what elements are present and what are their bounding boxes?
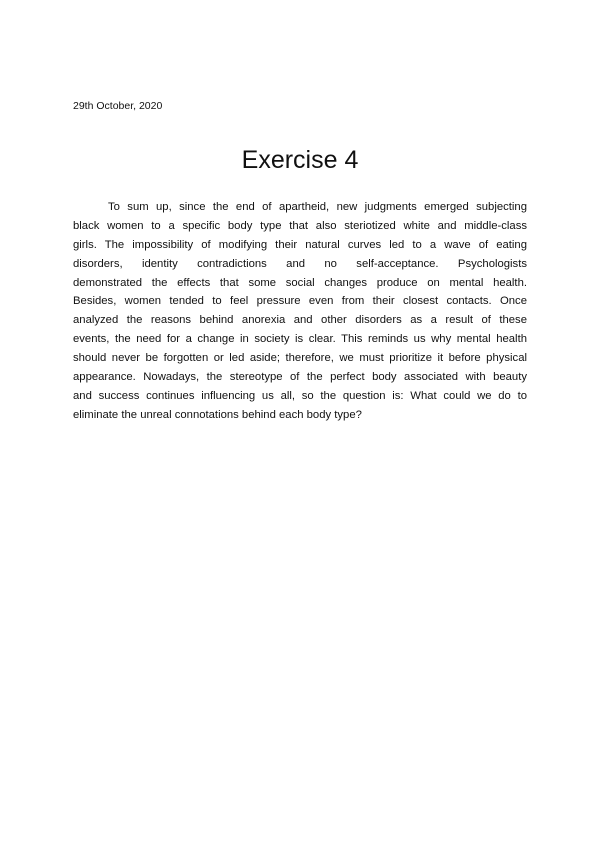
paragraph-line: eliminate the unreal connotations behind each body type?: [73, 408, 362, 421]
paragraph-line: disorders, identity contradictions and no self-acceptance. Psychologists: [73, 257, 527, 270]
document-title: Exercise 4: [241, 146, 359, 174]
paragraph-line: appearance. Nowadays, the stereotype of the perfect body associated with beauty: [73, 371, 527, 384]
paragraph-line: To sum up, since the end of apartheid, new judgments emerged subjecting: [108, 201, 527, 213]
body-paragraph: [73, 198, 527, 425]
paragraph-line: demonstrated the effects that some social changes produce on mental health.: [73, 276, 527, 289]
paragraph-line: analyzed the reasons behind anorexia and other disorders as a result of these: [73, 314, 527, 327]
paragraph-line: and success continues influencing us all, so the question is: What could we do to: [73, 389, 527, 402]
paragraph-line: Besides, women tended to feel pressure even from their closest contacts. Once: [73, 295, 527, 308]
document-date: 29th October, 2020: [73, 100, 163, 112]
paragraph-line: girls. The impossibility of modifying their natural curves led to a wave of eating: [73, 238, 527, 251]
paragraph-line: events, the need for a change in society is clear. This reminds us why mental health: [73, 333, 527, 346]
paragraph-line: black women to a specific body type that also steriotized white and middle-class: [73, 219, 527, 232]
paragraph-line: should never be forgotten or led aside; therefore, we must prioritize it before physical: [73, 352, 527, 365]
